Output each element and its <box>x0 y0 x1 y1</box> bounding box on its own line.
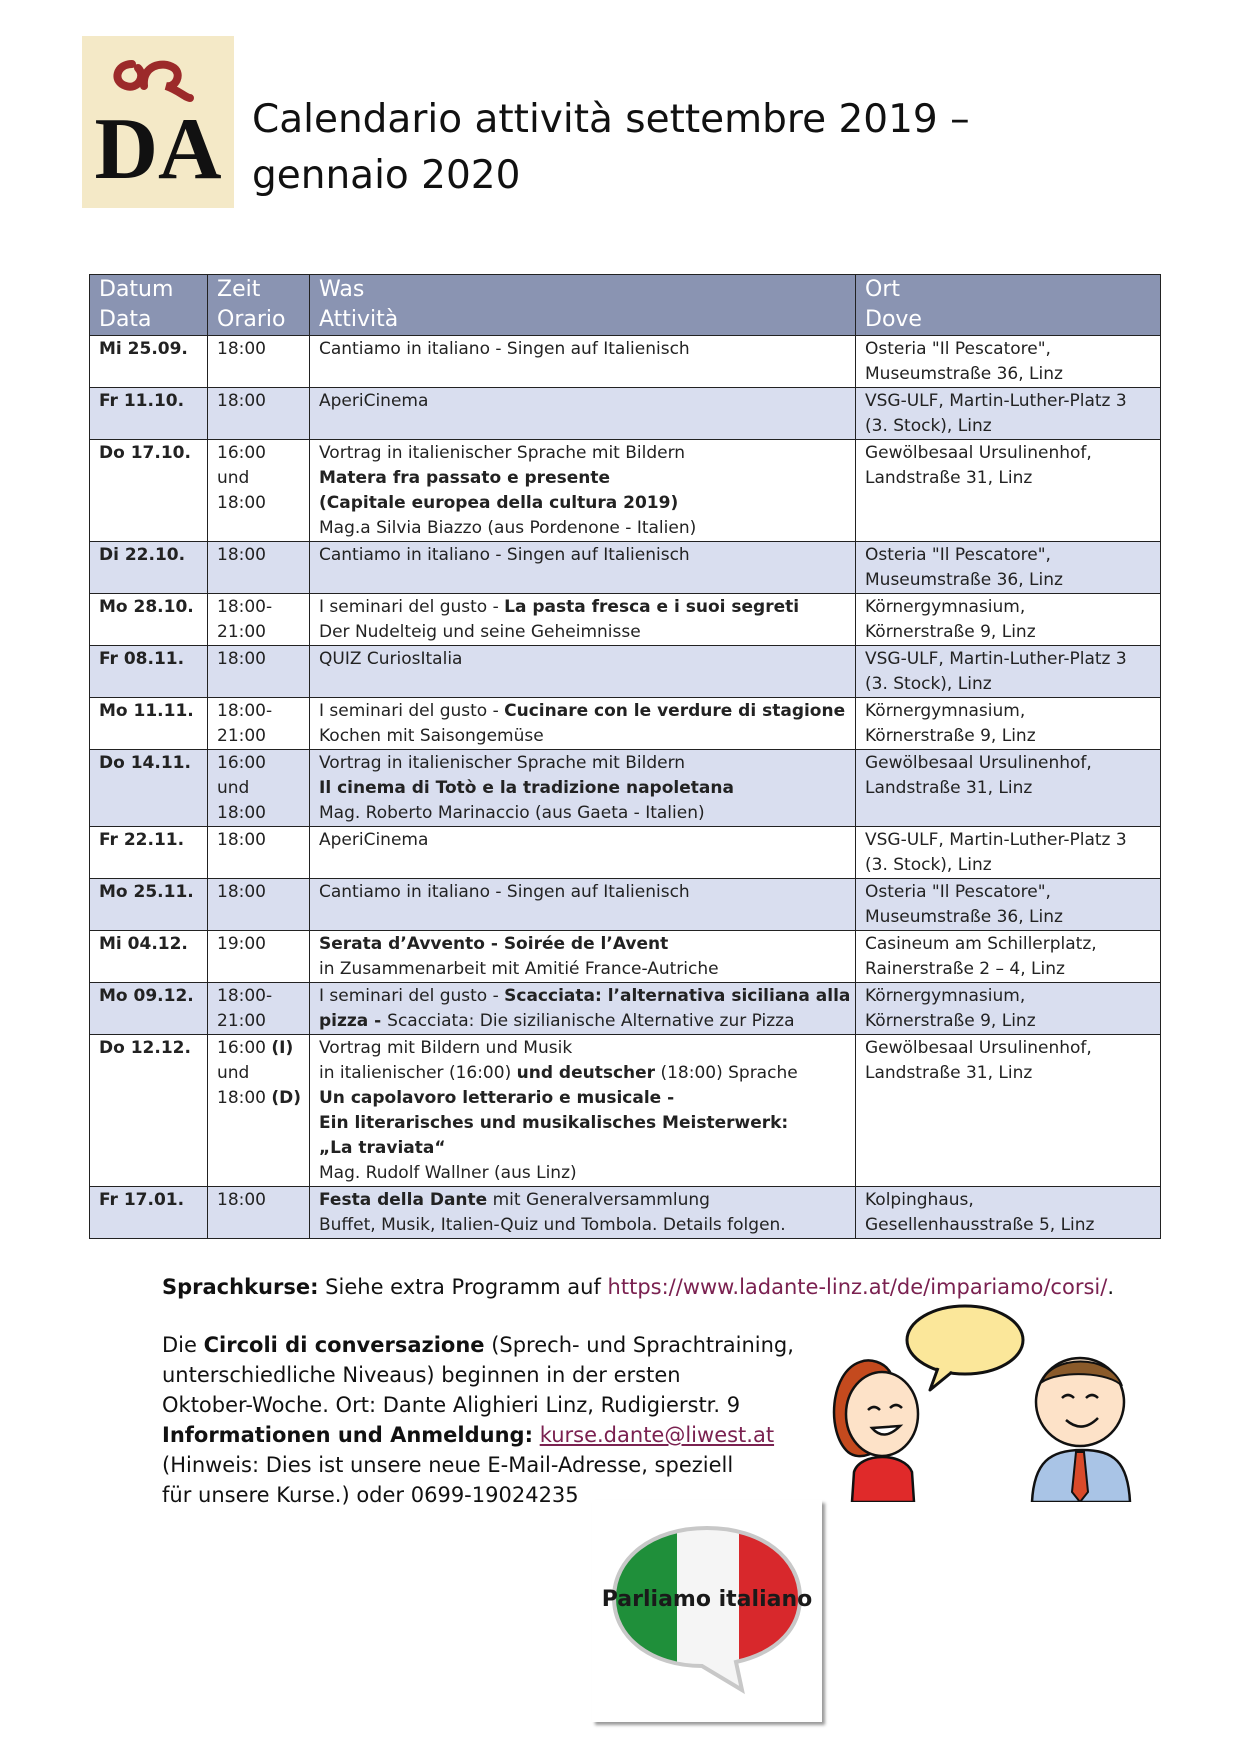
logo-text: DA <box>94 101 222 198</box>
table-row <box>90 931 1161 983</box>
event-date: Di 22.10. <box>90 542 208 594</box>
sprachkurse-link[interactable]: https://www.ladante-linz.at/de/impariamo/corsi/ <box>607 1275 1108 1299</box>
table-row <box>90 750 1161 827</box>
table-row <box>90 542 1161 594</box>
event-place: Casineum am Schillerplatz, Rainerstraße 2 – 4, Linz <box>856 931 1161 983</box>
event-time: 18:00 <box>208 879 310 931</box>
col-header-date: Datum Data <box>90 275 208 336</box>
event-time: 18:00 <box>208 1187 310 1239</box>
event-date: Mo 09.12. <box>90 983 208 1035</box>
table-row <box>90 1187 1161 1239</box>
event-what: I seminari del gusto - Cucinare con le verdure di stagione Kochen mit Saisongemüse <box>310 698 856 750</box>
event-place: Körnergymnasium, Körnerstraße 9, Linz <box>856 698 1161 750</box>
event-date: Fr 11.10. <box>90 388 208 440</box>
event-time: 18:00- 21:00 <box>208 594 310 646</box>
event-time: 18:00 <box>208 827 310 879</box>
event-time: 16:00 und 18:00 <box>208 750 310 827</box>
dante-logo <box>82 36 234 208</box>
table-row <box>90 983 1161 1035</box>
event-time: 16:00 und 18:00 <box>208 440 310 542</box>
event-date: Mi 25.09. <box>90 336 208 388</box>
event-time: 18:00- 21:00 <box>208 698 310 750</box>
table-row <box>90 646 1161 698</box>
page-title: Calendario attività settembre 2019 – gennaio 2020 <box>252 97 970 198</box>
event-date: Do 12.12. <box>90 1035 208 1187</box>
circoli-note: Die Circoli di conversazione (Sprech- und Sprachtraining, unterschiedliche Niveaus) beginnen in der ersten Oktober-Woche. Ort: Dante Alighieri Linz, Rudigierstr. 9 Informationen und Anmeldung: kurse.dante@liwest.at (Hinweis: Dies ist unsere neue E-Mail-Adresse, speziell für unsere Kurse.) oder 0699-19024235 <box>162 1333 794 1507</box>
col-header-time: Zeit Orario <box>208 275 310 336</box>
event-date: Mo 25.11. <box>90 879 208 931</box>
event-time: 19:00 <box>208 931 310 983</box>
event-date: Mo 28.10. <box>90 594 208 646</box>
event-what: Vortrag in italienischer Sprache mit Bildern Il cinema di Totò e la tradizione napoletana Mag. Roberto Marinaccio (aus Gaeta - Italien) <box>310 750 856 827</box>
event-place: Osteria "Il Pescatore", Museumstraße 36, Linz <box>856 336 1161 388</box>
event-time: 18:00 <box>208 388 310 440</box>
event-place: Gewölbesaal Ursulinenhof, Landstraße 31, Linz <box>856 1035 1161 1187</box>
event-place: VSG-ULF, Martin-Luther-Platz 3 (3. Stock), Linz <box>856 388 1161 440</box>
col-header-place: Ort Dove <box>856 275 1161 336</box>
event-what: AperiCinema <box>310 827 856 879</box>
event-place: Körnergymnasium, Körnerstraße 9, Linz <box>856 594 1161 646</box>
table-row <box>90 440 1161 542</box>
event-place: Gewölbesaal Ursulinenhof, Landstraße 31, Linz <box>856 440 1161 542</box>
calendar-table <box>89 274 1161 1239</box>
table-row <box>90 698 1161 750</box>
table-row <box>90 827 1161 879</box>
event-what: Festa della Dante mit Generalversammlung Buffet, Musik, Italien-Quiz und Tombola. Details folgen. <box>310 1187 856 1239</box>
event-place: VSG-ULF, Martin-Luther-Platz 3 (3. Stock), Linz <box>856 827 1161 879</box>
event-what: Vortrag in italienischer Sprache mit Bildern Matera fra passato e presente (Capitale europea della cultura 2019) Mag.a Silvia Biazzo (aus Pordenone - Italien) <box>310 440 856 542</box>
event-what: Cantiamo in italiano - Singen auf Italienisch <box>310 336 856 388</box>
event-time: 18:00 <box>208 336 310 388</box>
col-header-what: Was Attività <box>310 275 856 336</box>
table-row <box>90 594 1161 646</box>
event-what: Cantiamo in italiano - Singen auf Italienisch <box>310 542 856 594</box>
table-row <box>90 336 1161 388</box>
event-what: Cantiamo in italiano - Singen auf Italienisch <box>310 879 856 931</box>
event-date: Do 17.10. <box>90 440 208 542</box>
event-date: Fr 22.11. <box>90 827 208 879</box>
event-date: Mo 11.11. <box>90 698 208 750</box>
event-place: Kolpinghaus, Gesellenhausstraße 5, Linz <box>856 1187 1161 1239</box>
event-date: Fr 08.11. <box>90 646 208 698</box>
event-place: Gewölbesaal Ursulinenhof, Landstraße 31, Linz <box>856 750 1161 827</box>
sprachkurse-note: Sprachkurse: Siehe extra Programm auf https://www.ladante-linz.at/de/impariamo/corsi/. <box>162 1275 1114 1299</box>
event-place: Osteria "Il Pescatore", Museumstraße 36, Linz <box>856 542 1161 594</box>
event-place: VSG-ULF, Martin-Luther-Platz 3 (3. Stock), Linz <box>856 646 1161 698</box>
logo-graphic <box>82 36 234 208</box>
table-row <box>90 388 1161 440</box>
event-date: Do 14.11. <box>90 750 208 827</box>
event-what: Vortrag mit Bildern und Musik in italienischer (16:00) und deutscher (18:00) Sprache Un capolavoro letterario e musicale - Ein literarisches und musikalisches Meisterwerk: „La traviata“ Mag. Rudolf Wallner (aus Linz) <box>310 1035 856 1187</box>
conversation-illustration <box>820 1302 1160 1502</box>
table-row <box>90 1035 1161 1187</box>
event-time: 18:00- 21:00 <box>208 983 310 1035</box>
event-time: 18:00 <box>208 646 310 698</box>
badge-text: Parliamo italiano <box>601 1587 813 1612</box>
event-what: I seminari del gusto - La pasta fresca e i suoi segreti Der Nudelteig und seine Geheimnisse <box>310 594 856 646</box>
event-time: 18:00 <box>208 542 310 594</box>
table-header-row <box>90 275 1161 336</box>
event-time: 16:00 (I) und 18:00 (D) <box>208 1035 310 1187</box>
email-link[interactable]: kurse.dante@liwest.at <box>539 1423 775 1447</box>
event-what: AperiCinema <box>310 388 856 440</box>
event-place: Körnergymnasium, Körnerstraße 9, Linz <box>856 983 1161 1035</box>
event-date: Mi 04.12. <box>90 931 208 983</box>
event-place: Osteria "Il Pescatore", Museumstraße 36, Linz <box>856 879 1161 931</box>
event-date: Fr 17.01. <box>90 1187 208 1239</box>
table-row <box>90 879 1161 931</box>
event-what: I seminari del gusto - Scacciata: l’alternativa siciliana alla pizza - Scacciata: Die sizilianische Alternative zur Pizza <box>310 983 856 1035</box>
event-what: Serata d’Avvento - Soirée de l’Avent in Zusammenarbeit mit Amitié France-Autriche <box>310 931 856 983</box>
parliamo-italiano-badge <box>592 1500 822 1722</box>
event-what: QUIZ CuriosItalia <box>310 646 856 698</box>
